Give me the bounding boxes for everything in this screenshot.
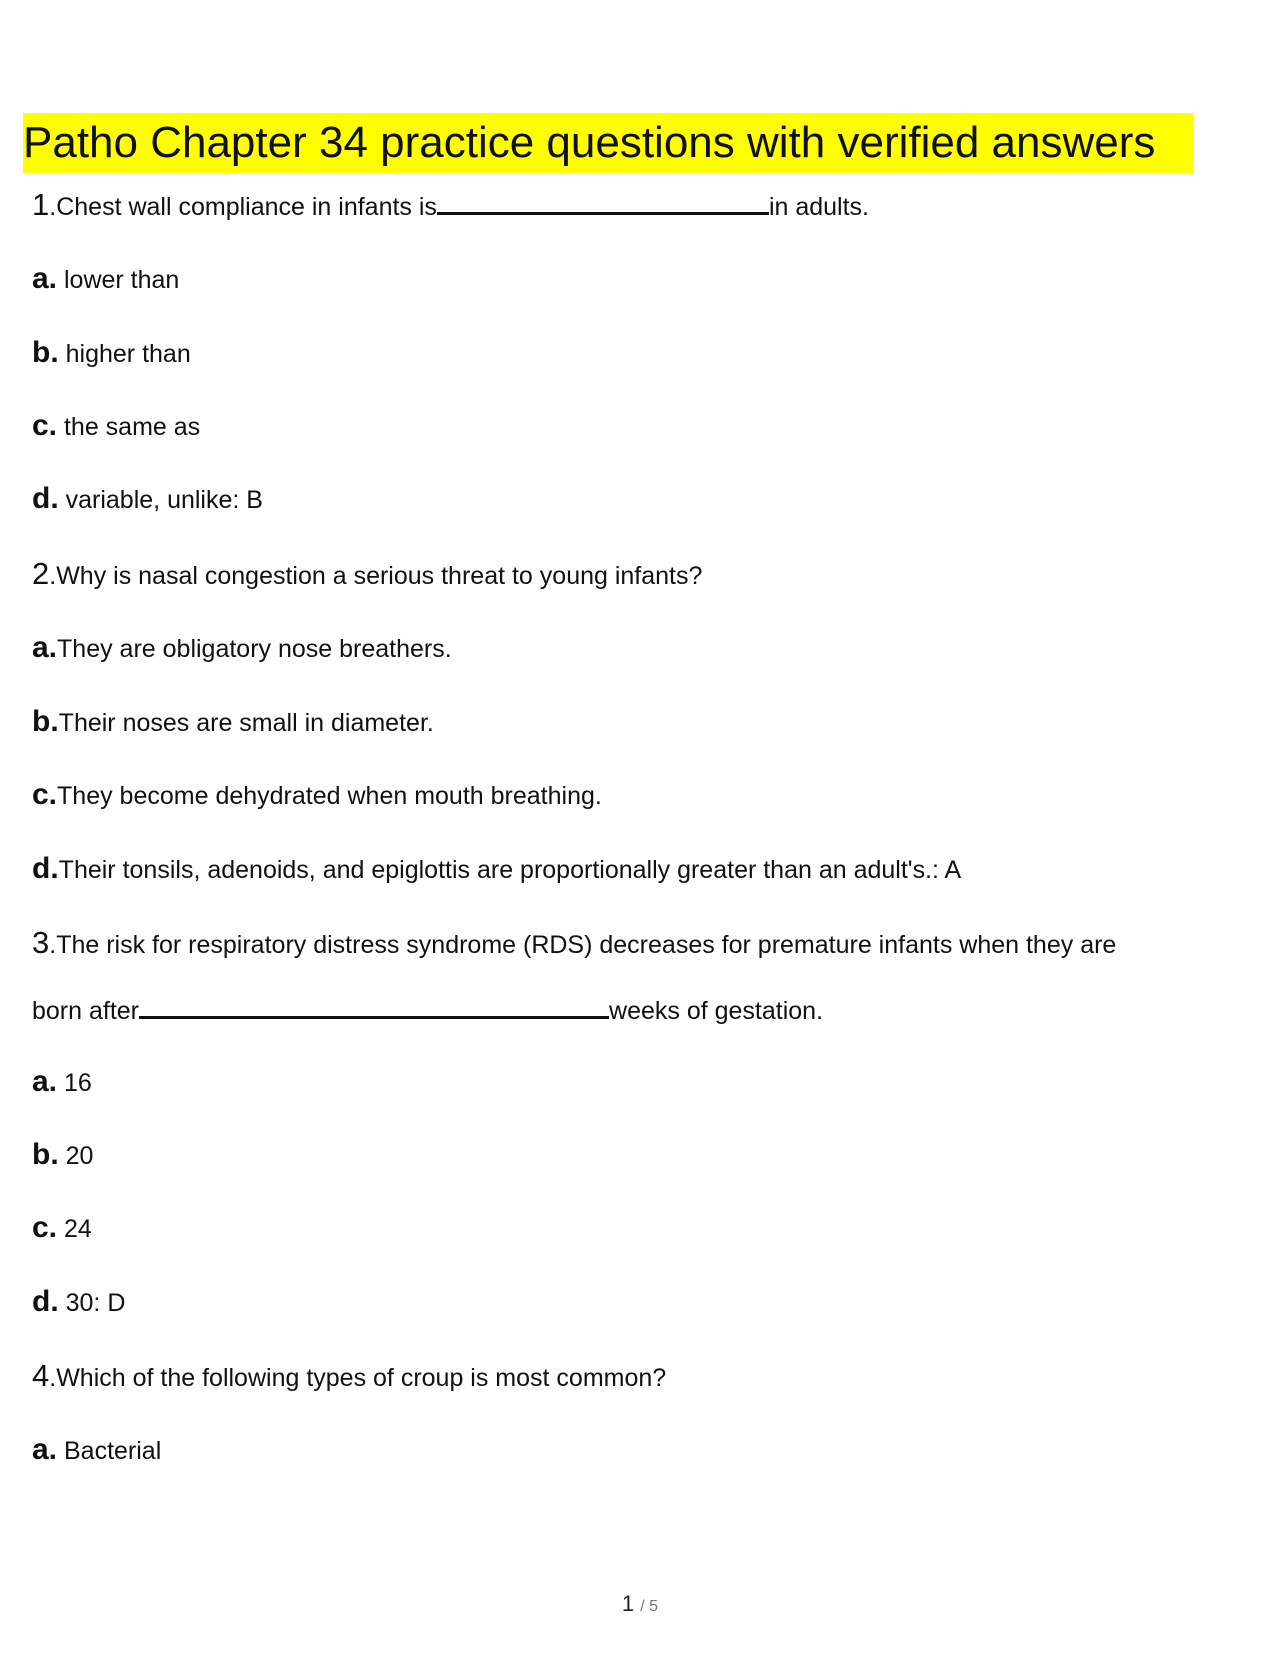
option-c (32, 1210, 92, 1247)
document-title: Patho Chapter 34 practice questions with verified answers (23, 113, 1193, 173)
question-text: Chest wall compliance in infants is (56, 193, 437, 221)
question-text: Which of the following types of croup is most common? (56, 1364, 667, 1392)
option-text: Bacterial (63, 1437, 162, 1465)
option-text: 24 (63, 1215, 92, 1243)
answer-blank (139, 996, 609, 1019)
option-a (32, 1064, 92, 1101)
question-number: 3 (32, 925, 50, 960)
option-a (32, 261, 179, 298)
option-letter: b. (32, 1138, 59, 1171)
option-text: the same as (63, 413, 201, 441)
option-letter: c. (32, 778, 58, 811)
option-c (32, 777, 602, 814)
option-letter: a. (32, 1065, 58, 1098)
question-2: 2.Why is nasal congestion a serious threat to young infants? (32, 556, 703, 591)
option-text: 20 (65, 1142, 94, 1170)
question-1: 1.Chest wall compliance in infants is in adults. (32, 187, 869, 222)
question-text: The risk for respiratory distress syndrome (RDS) decreases for premature infants when they are (56, 931, 1117, 959)
answer-blank (437, 192, 769, 215)
question-text-end: in adults. (768, 193, 869, 221)
option-b (32, 704, 434, 741)
option-text: variable, unlike: B (65, 486, 263, 514)
option-text: higher than (65, 340, 191, 368)
question-text-end: weeks of gestation. (609, 997, 824, 1025)
question-number: 2 (32, 556, 50, 591)
current-page: 1 (621, 1591, 635, 1616)
option-a (32, 630, 452, 667)
question-3-continued (32, 993, 823, 1029)
option-text: They are obligatory nose breathers. (57, 635, 452, 663)
page-indicator (0, 1591, 1280, 1617)
option-letter: d. (32, 482, 59, 515)
option-d (32, 481, 263, 518)
option-letter: d. (32, 852, 59, 885)
option-letter: b. (32, 705, 59, 738)
question-number: 1 (32, 187, 50, 222)
option-a (32, 1432, 161, 1469)
option-letter: b. (32, 336, 59, 369)
question-text: born after (32, 997, 140, 1025)
option-letter: a. (32, 631, 58, 664)
option-b (32, 335, 191, 372)
option-text: lower than (63, 266, 180, 294)
question-number: 4 (32, 1358, 50, 1393)
option-d (32, 1284, 125, 1321)
option-d (32, 851, 961, 888)
option-letter: d. (32, 1285, 59, 1318)
total-pages: / 5 (640, 1598, 659, 1615)
option-c (32, 408, 200, 445)
option-b (32, 1137, 93, 1174)
option-text: They become dehydrated when mouth breathing. (57, 782, 602, 810)
option-text: Their noses are small in diameter. (58, 709, 434, 737)
option-letter: c. (32, 409, 58, 442)
option-text: 16 (63, 1069, 92, 1097)
option-letter: c. (32, 1211, 58, 1244)
question-3: 3.The risk for respiratory distress syndrome (RDS) decreases for premature infants when they are (32, 925, 1117, 960)
option-text: 30: D (65, 1289, 126, 1317)
option-text: Their tonsils, adenoids, and epiglottis are proportionally greater than an adult's.: A (58, 856, 962, 884)
option-letter: a. (32, 262, 58, 295)
question-4: 4.Which of the following types of croup is most common? (32, 1358, 667, 1393)
question-text: Why is nasal congestion a serious threat to young infants? (56, 562, 703, 590)
option-letter: a. (32, 1433, 58, 1466)
